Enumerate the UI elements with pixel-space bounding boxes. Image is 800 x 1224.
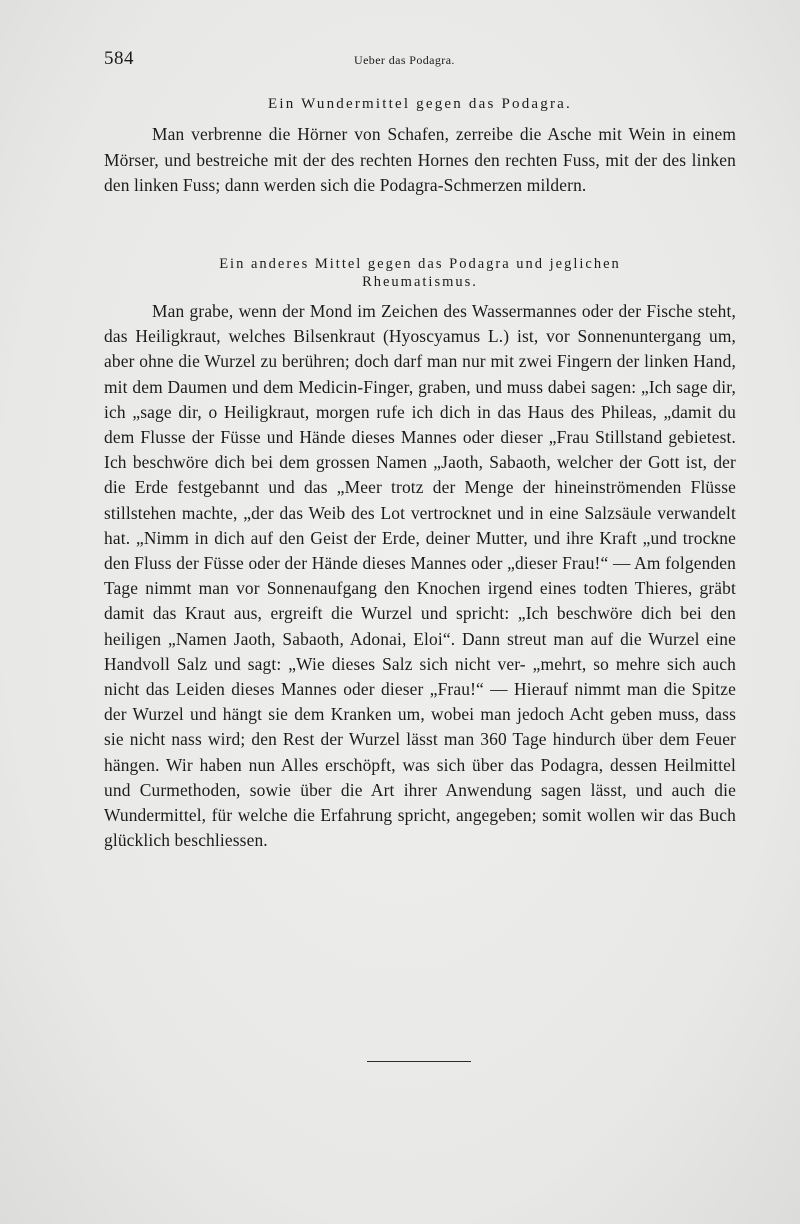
section-paragraph: Man verbrenne die Hörner von Schafen, zerreibe die Asche mit Wein in einem Mörser, und bestreiche mit der des rechten Hornes den rechten Fuss, mit der des linken den linken Fuss; dann werden sich die Podagra-Schmerzen mildern. bbox=[104, 124, 736, 196]
page-header bbox=[104, 48, 734, 78]
end-divider-rule bbox=[367, 1061, 471, 1062]
running-title: Ueber das Podagra. bbox=[354, 53, 455, 67]
section-anderes-mittel bbox=[104, 255, 736, 853]
section-wundermittel bbox=[104, 94, 736, 199]
page-number: 584 bbox=[104, 48, 134, 69]
section-heading-line-2: Rheumatismus. bbox=[362, 274, 478, 290]
section-heading: Ein Wundermittel gegen das Podagra. bbox=[268, 96, 572, 112]
section-heading-line-1: Ein anderes Mittel gegen das Podagra und jeglichen bbox=[219, 256, 621, 272]
section-paragraph: Man grabe, wenn der Mond im Zeichen des Wassermannes oder der Fische steht, das Heiligkraut, welches Bilsenkraut (Hyoscyamus L.) ist, vor Sonnenuntergang um, aber ohne die Wurzel zu berühren; doch darf man nur mit zwei Fingern der linken Hand, mit dem Daumen und dem Medicin-Finger, graben, und muss dabei sagen: „Ich sage dir, ich „sage dir, o Heiligkraut, morgen rufe ich dich in das Haus des Phileas, „damit du dem Flusse der Füsse und Hände dieses Mannes oder dieser „Frau Stillstand gebietest. Ich beschwöre dich bei dem grossen Namen „Jaoth, Sabaoth, welcher der Gott ist, der die Erde festgebannt und das „Meer trotz der Menge der hineinströmenden Flüsse stillstehen machte, „der das Weib des Lot vertrocknet und in eine Salzsäule verwandelt hat. „Nimm in dich auf den Geist der Erde, deiner Mutter, und ihre Kraft „und trockne den Fluss der Füsse oder der Hände dieses Mannes oder „dieser Frau!“ — Am folgenden Tage nimmt man vor Sonnenaufgang den Knochen irgend eines todten Thieres, gräbt damit das Kraut aus, ergreift die Wurzel und spricht: „Ich beschwöre dich bei den heiligen „Namen Jaoth, Sabaoth, Adonai, Eloi“. Dann streut man auf die Wurzel eine Handvoll Salz und sagt: „Wie dieses Salz sich nicht ver- „mehrt, so mehre sich auch nicht das Leiden dieses Mannes oder dieser „Frau!“ — Hierauf nimmt man die Spitze der Wurzel und hängt sie dem Kranken um, wobei man jedoch Acht geben muss, dass sie nicht nass wird; den Rest der Wurzel lässt man 360 Tage hindurch über dem Feuer hängen. Wir haben nun Alles erschöpft, was sich über das Podagra, dessen Heilmittel und Curmethoden, sowie über die Art ihrer Anwendung sagen lässt, und auch die Wundermittel, für welche die Erfahrung spricht, angegeben; somit wollen wir das Buch glücklich beschliessen. bbox=[104, 301, 736, 851]
